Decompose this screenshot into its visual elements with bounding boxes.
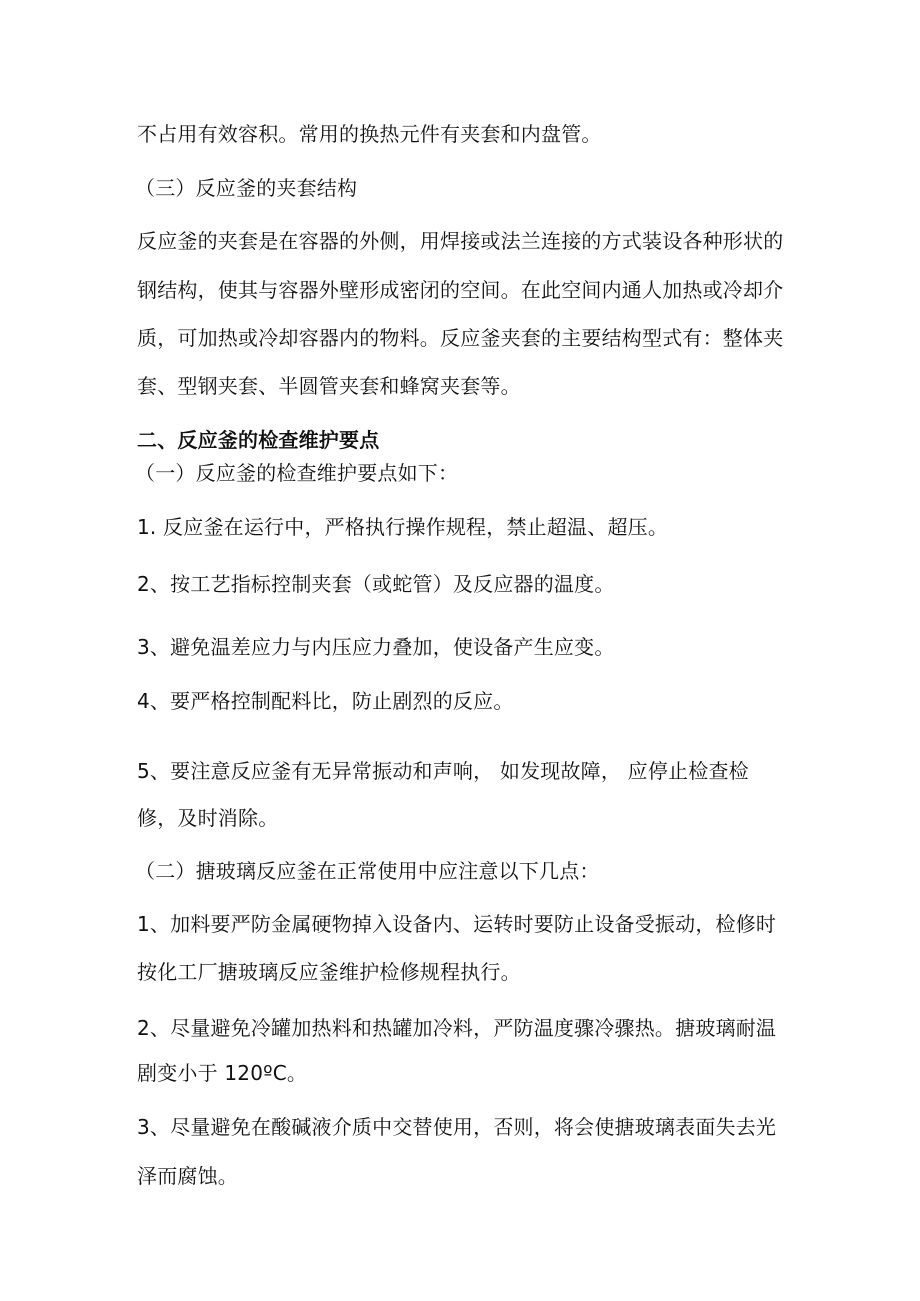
list-item: 3、避免温差应力与内压应力叠加，使设备产生应变。 bbox=[137, 635, 615, 659]
list-item: 4、要严格控制配料比，防止剧烈的反应。 bbox=[137, 689, 514, 713]
paragraph-line: 套、型钢夹套、半圆管夹套和蜂窝夹套等。 bbox=[137, 374, 521, 398]
list-item-continuation: 泽而腐蚀。 bbox=[137, 1164, 238, 1188]
list-item-continuation: 按化工厂搪玻璃反应釜维护检修规程执行。 bbox=[137, 960, 521, 984]
list-item: 2、尽量避免冷罐加热料和热罐加冷料，严防温度骤冷骤热。搪玻璃耐温 bbox=[137, 1016, 777, 1040]
paragraph-line: 不占用有效容积。常用的换热元件有夹套和内盘管。 bbox=[137, 122, 602, 146]
list-item: 1. 反应釜在运行中，严格执行操作规程，禁止超温、超压。 bbox=[137, 515, 669, 539]
list-item-continuation: 剧变小于 120ºC。 bbox=[137, 1061, 308, 1085]
list-item: 1、加料要严防金属硬物掉入设备内、运转时要防止设备受振动，检修时 bbox=[137, 912, 777, 936]
list-item: 5、要注意反应釜有无异常振动和声响， 如发现故障， 应停止检查检 bbox=[137, 759, 749, 783]
paragraph-line: 质，可加热或冷却容器内的物料。反应釜夹套的主要结构型式有：整体夹 bbox=[137, 326, 784, 350]
part-heading: 二、反应釜的检查维护要点 bbox=[137, 428, 380, 452]
paragraph-line: 反应釜的夹套是在容器的外侧，用焊接或法兰连接的方式装设各种形状的 bbox=[137, 229, 784, 253]
subsection-title: （二）搪玻璃反应釜在正常使用中应注意以下几点： bbox=[135, 859, 600, 883]
list-item: 3、尽量避免在酸碱液介质中交替使用，否则，将会使搪玻璃表面失去光 bbox=[137, 1115, 777, 1139]
subsection-title: （一）反应釜的检查维护要点如下： bbox=[135, 461, 459, 485]
list-item-continuation: 修，及时消除。 bbox=[137, 806, 279, 830]
section-title: （三）反应釜的夹套结构 bbox=[135, 176, 358, 200]
list-item: 2、按工艺指标控制夹套（或蛇管）及反应器的温度。 bbox=[137, 572, 615, 596]
paragraph-line: 钢结构，使其与容器外壁形成密闭的空间。在此空间内通人加热或冷却介 bbox=[137, 278, 784, 302]
